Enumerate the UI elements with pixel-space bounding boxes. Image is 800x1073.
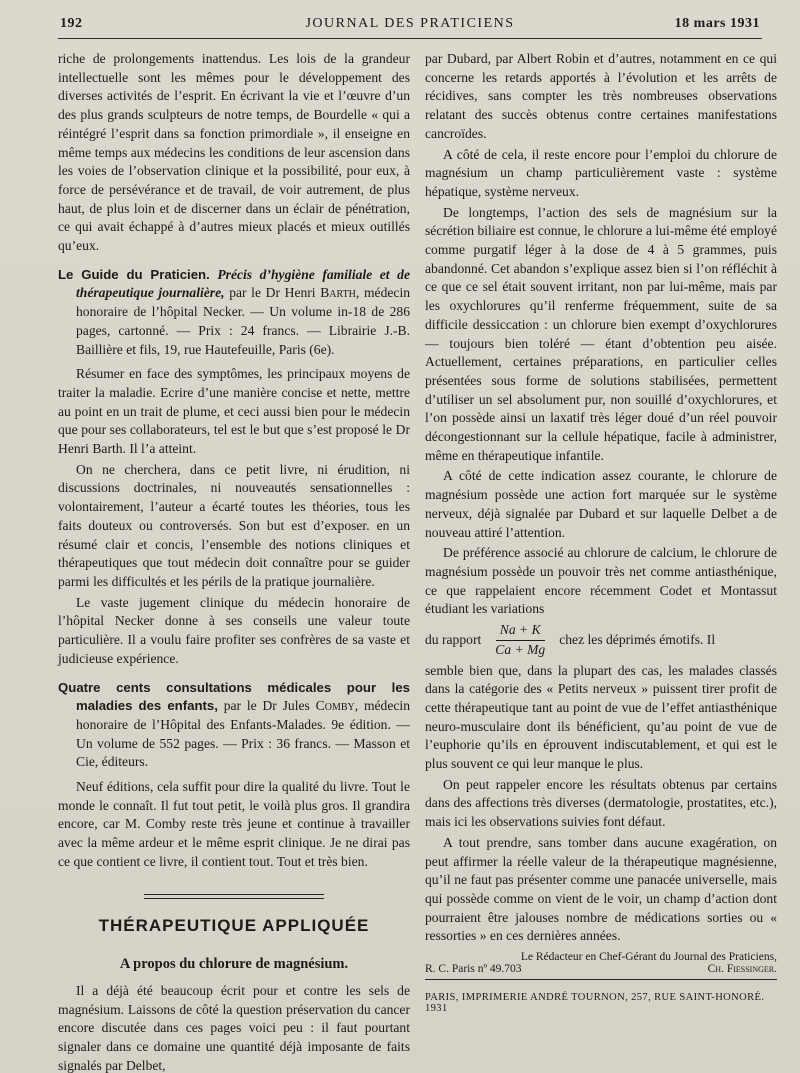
review-details: médecin honoraire de l’hôpital Necker. — Un volume in-18 de 286 pages, cartonné. — Prix : 24 francs. — Librairie J.-B. Baillière et fils, 19, rue Hautefeuille, Paris (6e). [76, 285, 411, 357]
page-header [60, 16, 760, 38]
page-number: 192 [60, 16, 83, 31]
review-by: par le Dr Jules [223, 698, 316, 714]
issue-date: 18 mars 1931 [674, 16, 760, 31]
fraction-numerator: Na + K [496, 621, 545, 641]
article-paragraph: A côté de cette indication assez courante, le chlorure de magnésium possède une action fort marquée sur le système nerveux, déjà signalée par Dubard et sur laquelle Delbet a de nouveau attiré l’attention. [425, 468, 777, 540]
review-title: Quatre cents consultations médicales pour les maladies des enfants, [58, 679, 410, 714]
section-separator [144, 894, 324, 899]
left-column [58, 50, 410, 1073]
editor-name: Ch. Fiessinger. [707, 963, 777, 975]
review-author: Comby, [315, 698, 359, 714]
article-paragraph: De longtemps, l’action des sels de magnésium sur la sécrétion biliaire est connue, le chlorure a lui-même été employé comme purgatif léger à la dose de 4 à 5 grammes, puis abandonné. Cet abandon s’explique assez bien si l’on réfléchit à ce que ce sel était souvent irritant, non par lui-même, mais par les oxychlorures qu’il renferme fréquemment, suite de sa difficile dessiccation : un chlorure bien exempt d’oxychlorures — toujours bien toléré — étant d’obtention peu aisée. Actuellement, certaines préparations, en particulier celles présentées sous forme de solutions stabilisées, permettent d’utiliser un sel absolument pur, non souillé d’oxychlorures, et l’on possède ainsi un laxatif très léger doué d’un réel pouvoir décongestionnant sur la cellule hépatique, facile à administrer, même en thérapeutique infantile. [425, 204, 777, 463]
review-subtitle: Précis d’hygiène familiale et de thérapeutique journalière, [76, 266, 410, 301]
review-paragraph: Le vaste jugement clinique du médecin honoraire de l’hôpital Necker donne à ses conseils une valeur toute particulière. Il a voulu faire profiter ses confrères de sa vaste et judicieuse expérience. [58, 594, 410, 666]
formula-prefix: du rapport [425, 631, 482, 647]
ratio-fraction [491, 621, 549, 659]
page-footer [425, 951, 777, 1014]
ratio-formula-line [425, 621, 777, 659]
article-paragraph: De préférence associé au chlorure de calcium, le chlorure de magnésium possède un pouvoir très net comme antiasthénique, ce que rappelaient encore récemment Codet et Montassut étudiant les variations [425, 545, 777, 617]
review-paragraph: Neuf éditions, cela suffit pour dire la qualité du livre. Tout le monde le connaît. Il fut tout petit, le voilà plus gros. Il grandira encore, car M. Comby reste très jeune et continue à travailler avec la même ardeur et le même esprit clinique. Je ne dirai pas ce que contient ce livre, il contient tout. Tout et très bien. [58, 779, 410, 869]
section-title: THÉRAPEUTIQUE APPLIQUÉE [98, 915, 370, 935]
article-title: A propos du chlorure de magnésium. [119, 956, 349, 973]
registration-line [425, 963, 777, 975]
article-paragraph: A côté de cela, il reste encore pour l’emploi du chlorure de magnésium un champ particulièrement vaste : système hépatique, système nerveux. [425, 146, 777, 199]
review-title: Le Guide du Praticien. [58, 266, 210, 282]
printer-line: PARIS, IMPRIMERIE ANDRÉ TOURNON, 257, RUE SAINT-HONORÉ. 1931 [425, 992, 765, 1014]
review-author: Barth, [320, 285, 360, 301]
fraction-denominator: Ca + Mg [495, 641, 546, 657]
review-by: par le Dr Henri [229, 285, 321, 301]
article-paragraph: Il a déjà été beaucoup écrit pour et contre les sels de magnésium. Laissons de côté la question préservation du cancer encore discutée dans ces pages voici peu : il faut pourtant signaler dans ce domaine une quantité déjà imposante de faits signalés par Delbet, [58, 982, 410, 1073]
review-paragraph: On ne cherchera, dans ce petit livre, ni érudition, ni discussions doctrinales, ni nouveautés sensationnelles : volontairement, l’auteur a écarté toutes les théories, tous les faits douteux ou controversés. Son but est d’exposer. en un résumé clair et concis, l’ensemble des notions cliniques et thérapeutiques que tout médecin doit connaître pour se guider parmi les difficultés et les périls de la pratique journalière. [58, 461, 410, 589]
registration-number: R. C. Paris nº 49.703 [425, 963, 522, 975]
review-guide-praticien [58, 266, 410, 360]
formula-suffix: chez les déprimés émotifs. Il [559, 631, 716, 647]
editor-line: Le Rédacteur en Chef-Gérant du Journal des Praticiens, [520, 951, 777, 963]
article-paragraph: semble bien que, dans la plupart des cas, les malades classés dans la catégorie des « Petits nerveux » puissent tirer profit de cette thérapeutique tant au point de vue de l’effet antiasthénique neuro-musculaire dont ils bénéficient, qu’au point de vue de l’euphorie qu’ils en éprouvent indiscutablement, et qui est le plus souvent ce qui leur manque le plus. [425, 662, 777, 772]
right-column [425, 50, 777, 948]
review-consultations [58, 679, 410, 773]
review-paragraph: Résumer en face des symptômes, les principaux moyens de traiter la maladie. Ecrire d’une manière concise et nette, mettre au point en un trait de plume, et ceci aussi bien pour le médecin que pour ses collaborateurs, tel est le but que s’est proposé le Dr Henri Barth. Il l’a atteint. [58, 366, 410, 457]
header-rule [58, 38, 762, 39]
article-paragraph: A tout prendre, sans tomber dans aucune exagération, on peut affirmer la réelle valeur de la thérapeutique magnésienne, qu’il ne faut pas présenter comme une panacée universelle, mais qui possède comme on vient de le voir, un champ d’action dont pourraient être jalouses nombre de médications sorties ou « ressorties » en ces dernières années. [425, 834, 777, 944]
article-paragraph: On peut rappeler encore les résultats obtenus par certains dans des affections très diverses (dermatologie, prostatites, etc.), mais ici les observations suivies font défaut. [425, 776, 777, 830]
journal-title: JOURNAL DES PRATICIENS [305, 16, 515, 31]
footer-rule [425, 979, 777, 980]
intro-paragraph: riche de prolongements inattendus. Les lois de la grandeur intellectuelle sont les mêmes pour le développement des diverses activités de l’esprit. En écrivant la vie et l’œuvre d’un des plus grands sculpteurs de notre temps, de Bourdelle « qui a réintégré l’esprit dans sa fonction primordiale », il enseigne en même temps aux médecins les conditions de leur ascension dans les voies de l’observation clinique et la possibilité, pour eux, à force de persévérance et de travail, de voir autrement, de plus haut, de plus loin et de discerner dans un éclair de pénétration, ce qui avait échappé à d’autres mieux placés et mieux outillés qu’eux. [58, 51, 410, 254]
article-paragraph: par Dubard, par Albert Robin et d’autres, notamment en ce qui concerne les retards apportés à l’évolution et les arrêts de récidives, sans compter les très nombreuses observations relatant des succès obtenus contre certaines manifestations cancroïdes. [425, 51, 777, 141]
review-details: médecin honoraire de l’Hôpital des Enfants-Malades. 9e édition. — Un volume de 552 pages. — Prix : 36 francs. — Masson et Cie, éditeurs. [76, 698, 410, 770]
